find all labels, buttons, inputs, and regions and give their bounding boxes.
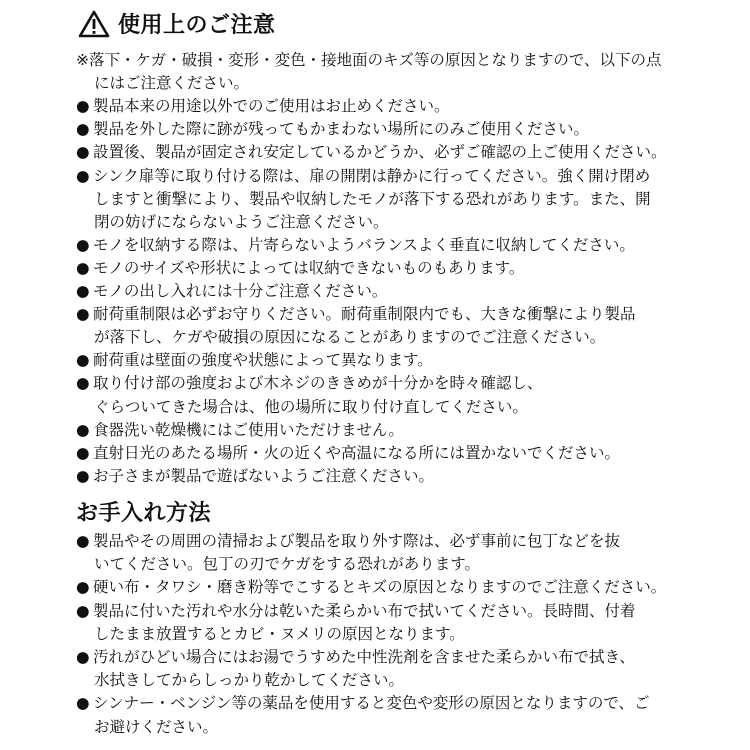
bullet-icon: ● [76,374,90,393]
section-heading-care [76,496,211,527]
bullet-icon: ● [76,351,90,370]
bullet-icon: ● [76,97,90,116]
text-line [76,599,676,623]
bullet-icon: ● [76,235,90,254]
bullet-icon: ● [76,143,90,162]
section-title: お手入れ方法 [76,501,212,526]
bullet-icon: ● [76,578,90,597]
bullet-icon: ● [76,258,90,277]
line-text: 直射日光のあたる場所・火の近くや高温になる所には置かないでください。 [93,443,621,462]
line-text: 取り付け部の強度および木ネジのききめが十分かを時々確認し、 [93,374,543,393]
bullet-icon: ● [76,601,90,620]
line-text: モノを収納する際は、片寄らないようバランスよく垂直に収納してください。 [93,235,635,254]
section-heading-caution [78,8,276,39]
text-line [94,71,694,95]
text-line [94,715,694,739]
line-text: しますと衝撃により、製品や収納したモノが落下する恐れがあります。また、開 [94,189,651,208]
text-line [76,302,676,326]
text-line [94,325,694,349]
bullet-icon: ● [76,532,90,550]
text-line [76,418,676,442]
text-line [94,187,694,211]
text-line [76,94,676,118]
line-text: にはご注意ください。 [94,74,250,93]
text-line [76,279,676,303]
text-line [76,529,676,553]
text-line [76,348,676,372]
text-line [94,395,694,419]
text-line [76,371,676,395]
line-text: モノの出し入れには十分ご注意ください。 [93,282,388,300]
text-line [94,210,694,234]
text-line [76,256,676,280]
text-line [76,575,676,599]
line-text: いてください。包丁の刃でケガをする恐れがあります。 [94,555,480,574]
bullet-icon: ● [76,420,90,439]
text-line [94,552,694,576]
text-line [94,622,694,646]
text-line [76,233,676,257]
bullet-icon: ● [76,694,90,713]
bullet-icon: ● [76,166,90,185]
line-text: 水拭きしてからしっかり乾かしてください。 [94,671,405,690]
line-text: 耐荷重は壁面の強度や状態によって異なります。 [93,351,433,370]
text-line [76,645,676,669]
text-line [94,668,694,692]
line-text: 汚れがひどい場合にはお湯でうすめた中性洗剤を含ませた柔らかい布で拭き、 [93,648,635,666]
line-text: 製品を外した際に跡が残ってもかまわない場所にのみご使用ください。 [93,120,590,139]
text-line [76,140,676,164]
line-text: 製品本来の用途以外でのご使用はお止めください。 [93,97,450,116]
bullet-icon: ● [76,282,90,300]
line-text: ぐらついてきた場合は、他の場所に取り付け直してください。 [94,397,528,416]
bullet-icon: ● [76,648,90,666]
line-text: したまま放置するとカビ・ヌメリの原因となります。 [94,624,465,643]
text-line [76,48,676,72]
text-line [76,117,676,141]
bullet-icon: ● [76,305,90,324]
line-text: お子さまが製品で遊ばないようご注意ください。 [93,466,435,485]
bullet-icon: ● [76,443,90,462]
line-text: 閉の妨げにならないようご注意ください。 [94,212,389,231]
line-text: 製品やその周囲の清掃および製品を取り外す際は、必ず事前に包丁などを抜 [93,532,621,550]
line-text: 製品に付いた汚れや水分は乾いた柔らかい布で拭いてください。長時間、付着 [93,601,636,620]
text-line [76,464,676,488]
line-text: 硬い布・タワシ・磨き粉等でこするとキズの原因となりますのでご注意ください。 [93,578,667,597]
text-line [76,164,676,188]
section-title: 使用上のご注意 [118,13,276,38]
line-text: お避けください。 [94,717,219,736]
line-text: シンク扉等に取り付ける際は、扉の開閉は静かに行ってください。強く開け閉め [93,166,651,185]
text-line [76,691,676,715]
warning-triangle-icon [78,10,110,38]
line-text: 設置後、製品が固定され安定しているかどうか、必ずご確認の上ご使用ください。 [93,143,667,162]
bullet-icon: ● [76,466,90,485]
line-text: モノのサイズや形状によっては収納できないものもあります。 [93,258,525,277]
line-text: 食器洗い乾燥機にはご使用いただけません。 [93,420,404,439]
line-text: シンナー・ベンジン等の薬品を使用すると変色や変形の原因となりますので、ご [93,694,650,713]
line-text: が落下し、ケガや破損の原因になることがありますのでご注意ください。 [94,328,606,347]
line-text: ※落下・ケガ・破損・変形・変色・接地面のキズ等の原因となりますので、以下の点 [76,51,662,69]
line-text: 耐荷重制限は必ずお守りください。耐荷重制限内でも、大きな衝撃により製品 [93,305,636,324]
bullet-icon: ● [76,120,90,139]
text-line [76,441,676,465]
